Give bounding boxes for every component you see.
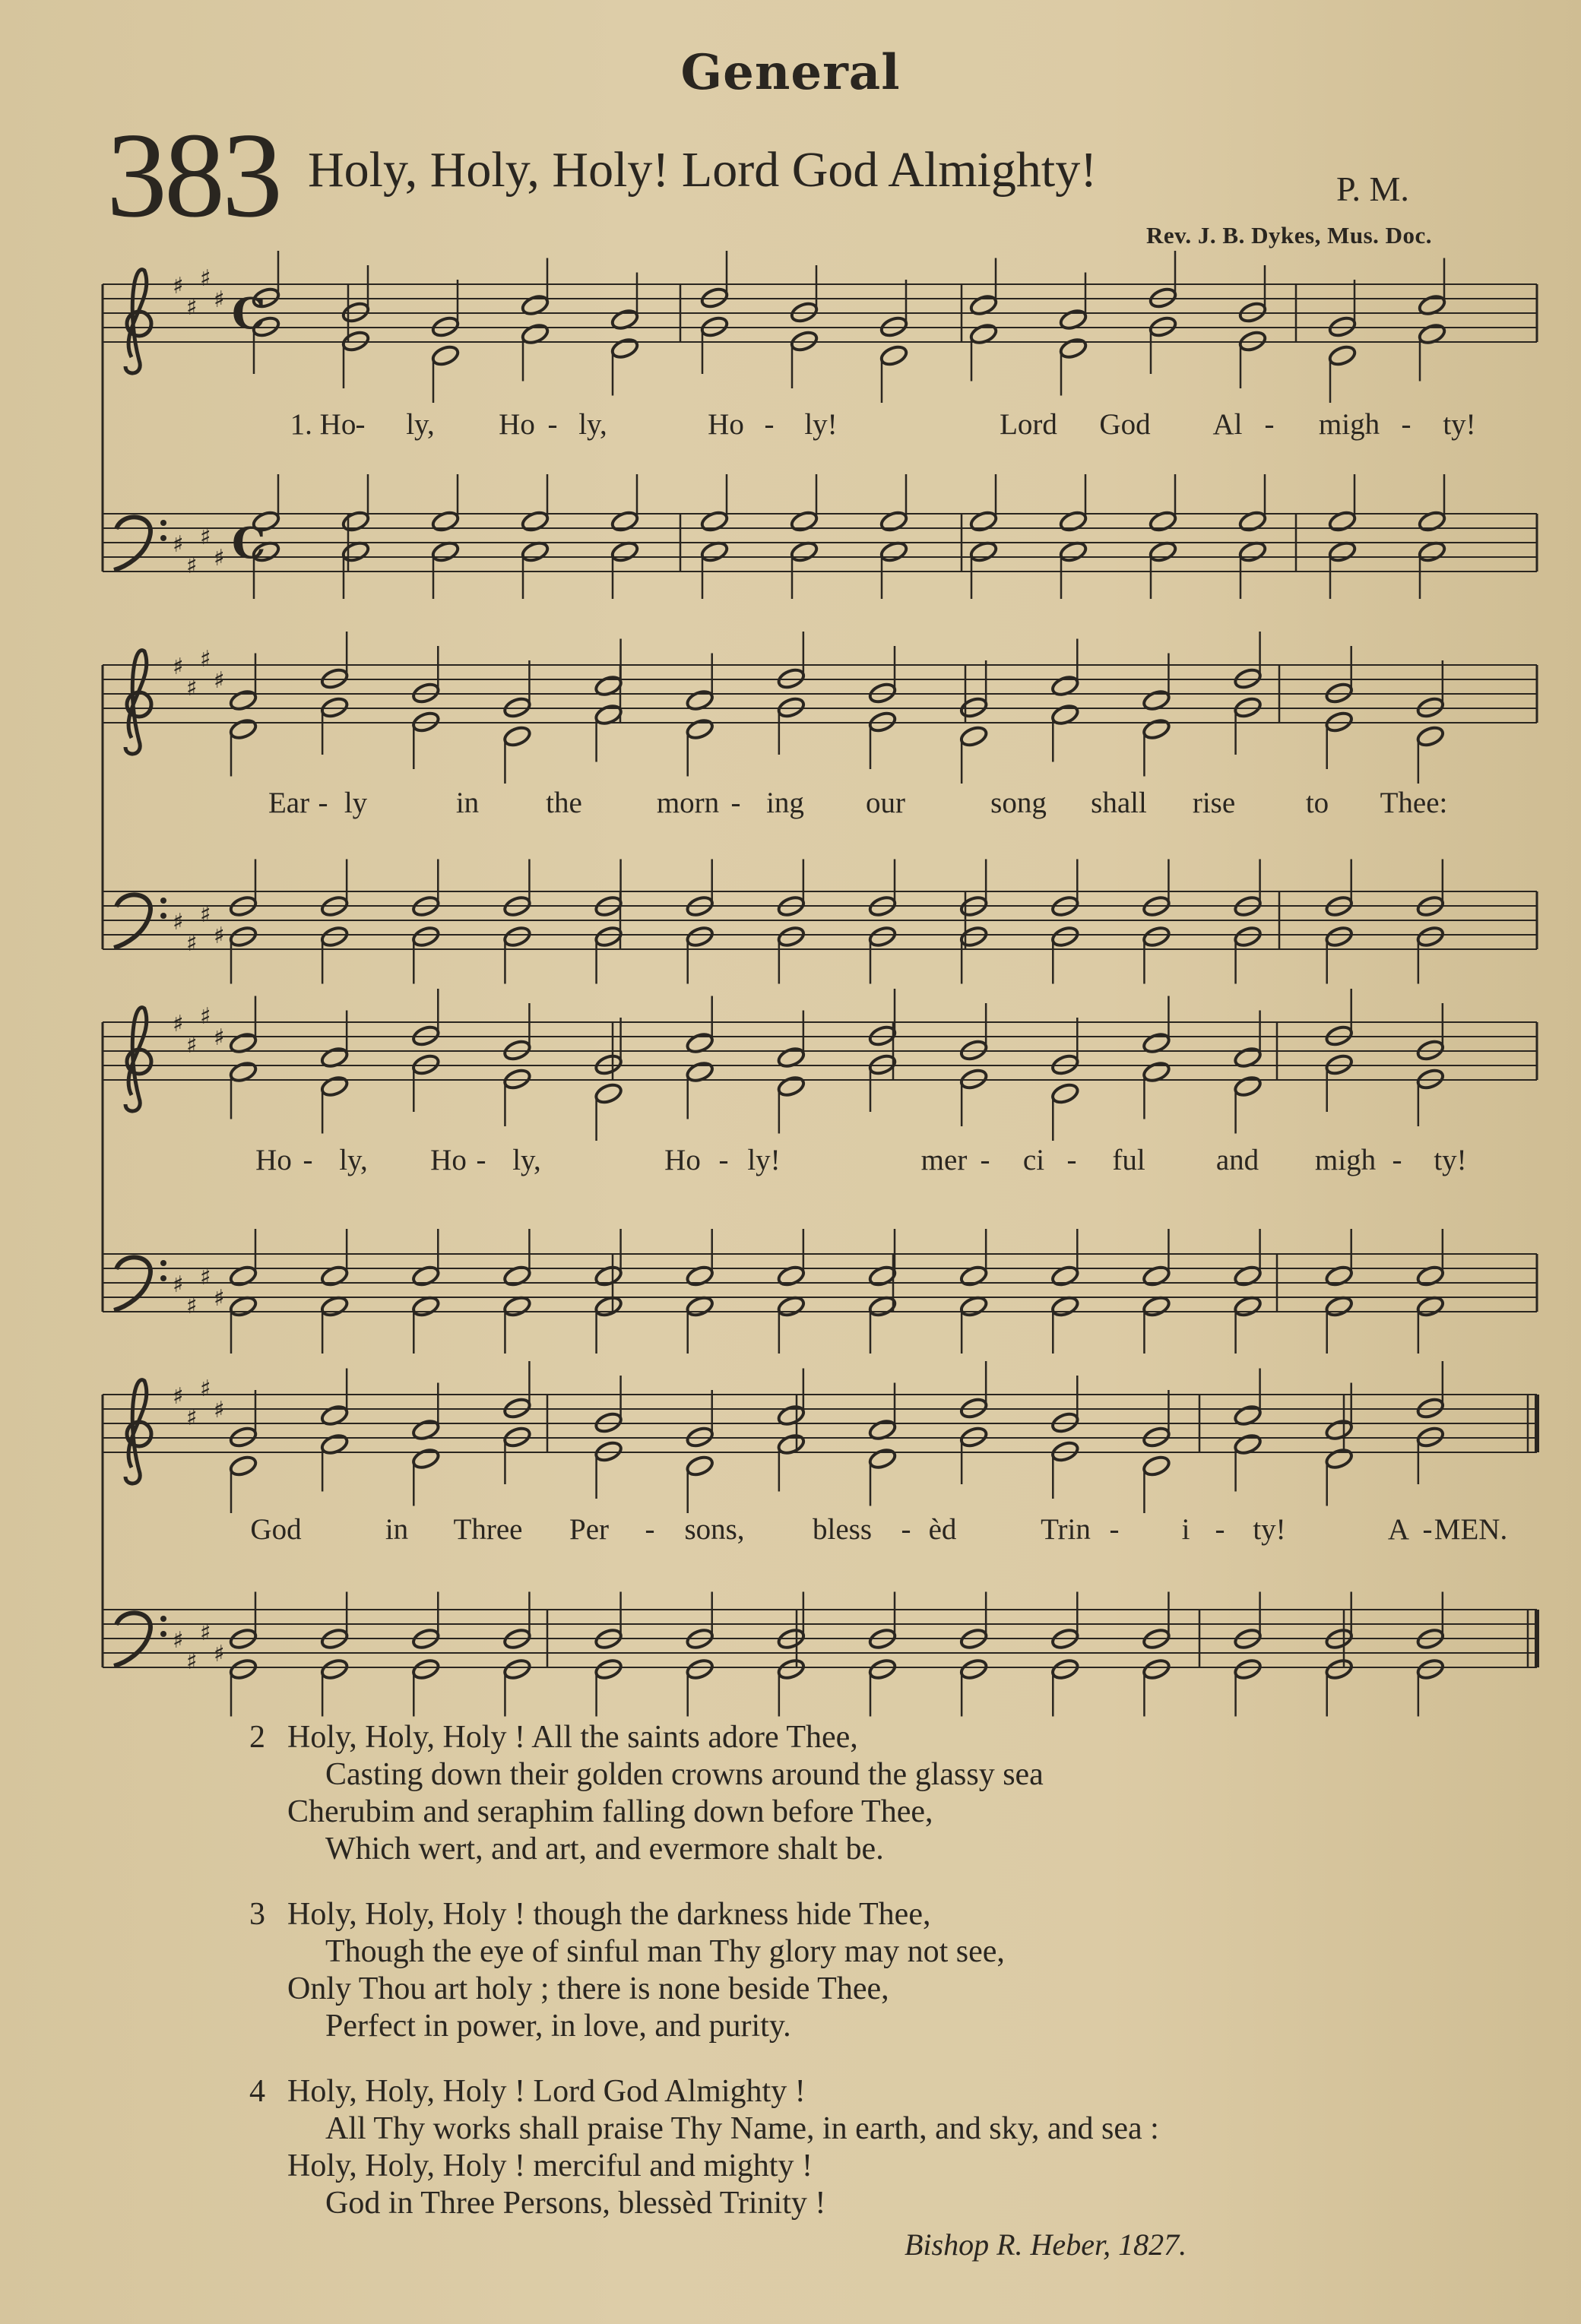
lyric-syllable: and — [1215, 1144, 1259, 1176]
verse-3 — [249, 1896, 1005, 2045]
sharp-sign-icon: ♯ — [173, 273, 184, 299]
bass-note-head — [776, 1658, 806, 1681]
lyric-hyphen: - — [318, 787, 328, 819]
treble-note-head — [1415, 724, 1445, 748]
treble-note-head — [1142, 717, 1171, 741]
bass-note-head — [320, 925, 350, 948]
lyric-hyphen: - — [1422, 1513, 1433, 1546]
section-heading: General — [680, 44, 901, 101]
lyric-syllable: God — [250, 1513, 302, 1546]
verse-line: God in Three Persons, blessèd Trinity ! — [325, 2186, 826, 2221]
bass-note-head — [1415, 925, 1445, 948]
lyric-syllable: ty! — [1443, 408, 1476, 441]
bass-note-head — [959, 1294, 989, 1318]
sharp-sign-icon: ♯ — [186, 1032, 198, 1059]
bass-clef-icon — [114, 894, 150, 948]
lyric-hyphen: - — [730, 787, 741, 819]
hymn-meter: P. M. — [1336, 169, 1409, 208]
author-credit: Bishop R. Heber, 1827. — [905, 2227, 1187, 2262]
lyric-line — [0, 407, 1581, 445]
sharp-sign-icon: ♯ — [173, 531, 184, 558]
sharp-sign-icon: ♯ — [214, 287, 225, 313]
sharp-sign-icon: ♯ — [200, 265, 211, 292]
lyric-hyphen: - — [1401, 408, 1411, 441]
lyric-syllable: mer — [920, 1144, 968, 1176]
treble-note-head — [685, 717, 714, 741]
verse-line: Holy, Holy, Holy ! All the saints adore Thee, — [287, 1720, 858, 1755]
lyric-hyphen: - — [1264, 408, 1275, 441]
lyric-syllable: Per — [569, 1513, 609, 1546]
treble-note-head — [1058, 337, 1088, 360]
sharp-sign-icon: ♯ — [173, 909, 184, 936]
sharp-sign-icon: ♯ — [186, 1404, 198, 1431]
treble-note-head — [610, 337, 639, 360]
treble-clef-curl — [127, 312, 151, 336]
lyric-syllable: ly! — [804, 408, 838, 441]
sharp-sign-icon: ♯ — [186, 553, 198, 579]
bass-note-head — [520, 540, 550, 563]
bass-note-head — [228, 1658, 258, 1681]
bass-note-head — [610, 540, 639, 563]
lyric-syllable: 1. Ho — [290, 408, 356, 441]
bass-note-head — [341, 540, 370, 563]
treble-note-head — [1142, 1454, 1171, 1477]
bass-note-head — [685, 1294, 714, 1318]
bass-clef-dot — [160, 1260, 166, 1266]
lyric-line — [0, 1512, 1581, 1550]
lyric-syllable: MEN. — [1434, 1513, 1508, 1546]
lyric-syllable: èd — [928, 1513, 957, 1546]
bass-note-head — [959, 1658, 989, 1681]
bass-note-head — [1233, 1658, 1263, 1681]
verse-line: Though the eye of sinful man Thy glory may not see, — [325, 1934, 1005, 1969]
treble-note-head — [502, 724, 532, 748]
lyric-syllable: ly, — [339, 1144, 368, 1176]
bass-note-head — [594, 1294, 623, 1318]
bass-clef-icon — [114, 1613, 150, 1666]
lyric-syllable: migh — [1314, 1144, 1377, 1176]
lyric-syllable: Thee: — [1380, 787, 1448, 819]
lyric-syllable: shall — [1091, 787, 1147, 819]
bass-clef-dot — [160, 1616, 166, 1622]
sharp-sign-icon: ♯ — [200, 646, 211, 673]
treble-clef-curl — [127, 692, 151, 717]
bass-note-head — [1415, 1294, 1445, 1318]
bass-clef-icon — [114, 1257, 150, 1310]
lyric-syllable: ci — [1022, 1144, 1045, 1176]
bass-clef-dot — [160, 913, 166, 919]
lyric-syllable: Lord — [1000, 408, 1057, 441]
bass-note-head — [1324, 925, 1354, 948]
bass-note-head — [776, 1294, 806, 1318]
lyric-syllable: Ho — [430, 1144, 467, 1176]
lyric-hyphen: - — [718, 1144, 729, 1176]
bass-note-head — [1324, 1294, 1354, 1318]
sharp-sign-icon: ♯ — [214, 545, 225, 572]
lyric-syllable: ful — [1112, 1144, 1145, 1176]
bass-note-head — [1415, 1658, 1445, 1681]
bass-note-head — [685, 1658, 714, 1681]
bass-clef-dot — [160, 898, 166, 904]
lyric-syllable: ly! — [747, 1144, 781, 1176]
bass-clef-dot — [160, 1631, 166, 1637]
lyric-hyphen: - — [303, 1144, 313, 1176]
bass-note-head — [1237, 540, 1267, 563]
lyric-hyphen: - — [476, 1144, 486, 1176]
verse-line: Holy, Holy, Holy ! Lord God Almighty ! — [287, 2074, 806, 2109]
hymn-number: 383 — [106, 107, 280, 242]
lyric-hyphen: - — [645, 1513, 655, 1546]
treble-note-head — [320, 1075, 350, 1098]
bass-note-head — [867, 925, 897, 948]
verse-number: 4 — [249, 2074, 265, 2109]
bass-note-head — [1233, 925, 1263, 948]
treble-note-head — [1327, 344, 1357, 367]
bass-note-head — [594, 1658, 623, 1681]
lyric-line — [0, 1143, 1581, 1181]
lyric-hyphen: - — [355, 408, 366, 441]
lyric-syllable: ty! — [1253, 1513, 1286, 1546]
lyric-syllable: Trin — [1041, 1513, 1091, 1546]
lyric-syllable: ty! — [1434, 1144, 1467, 1176]
sharp-sign-icon: ♯ — [186, 1648, 198, 1675]
sharp-sign-icon: ♯ — [173, 1383, 184, 1410]
lyric-syllable: Al — [1212, 408, 1243, 441]
lyric-syllable: i — [1181, 1513, 1190, 1546]
bass-note-head — [776, 925, 806, 948]
bass-note-head — [1233, 1294, 1263, 1318]
lyric-syllable: to — [1305, 787, 1329, 819]
bass-note-head — [685, 925, 714, 948]
lyric-syllable: ly, — [578, 408, 607, 441]
bass-note-head — [228, 925, 258, 948]
composer-credit: Rev. J. B. Dykes, Mus. Doc. — [1146, 222, 1433, 249]
bass-note-head — [1142, 1294, 1171, 1318]
treble-note-head — [594, 1081, 623, 1105]
lyric-syllable: Three — [453, 1513, 523, 1546]
sharp-sign-icon: ♯ — [214, 1641, 225, 1667]
bass-note-head — [1142, 1658, 1171, 1681]
sharp-sign-icon: ♯ — [186, 675, 198, 701]
bass-note-head — [1417, 540, 1446, 563]
bass-note-head — [411, 1294, 441, 1318]
verse-line: Cherubim and seraphim falling down before Thee, — [287, 1794, 933, 1829]
bass-note-head — [867, 1294, 897, 1318]
sharp-sign-icon: ♯ — [186, 930, 198, 957]
lyric-syllable: ing — [766, 787, 804, 819]
sharp-sign-icon: ♯ — [200, 1264, 211, 1290]
sharp-sign-icon: ♯ — [200, 901, 211, 928]
treble-note-head — [879, 344, 908, 367]
bass-note-head — [1142, 925, 1171, 948]
bass-note-head — [1058, 540, 1088, 563]
sharp-sign-icon: ♯ — [186, 1293, 198, 1319]
lyric-syllable: ly, — [406, 408, 435, 441]
verse-number: 2 — [249, 1720, 265, 1755]
lyric-syllable: morn — [656, 787, 720, 819]
treble-note-head — [430, 344, 460, 367]
bass-clef-dot — [160, 535, 166, 541]
sharp-sign-icon: ♯ — [173, 1011, 184, 1037]
bass-clef-icon — [114, 517, 150, 570]
treble-clef-curl — [127, 1050, 151, 1074]
treble-note-head — [1324, 1447, 1354, 1471]
lyric-hyphen: - — [764, 408, 775, 441]
bass-note-head — [1050, 1294, 1080, 1318]
lyric-syllable: ly — [344, 787, 368, 819]
treble-note-head — [959, 724, 989, 748]
lyric-hyphen: - — [1066, 1144, 1077, 1176]
bass-note-head — [594, 925, 623, 948]
sharp-sign-icon: ♯ — [214, 1024, 225, 1051]
sharp-sign-icon: ♯ — [173, 1271, 184, 1298]
sharp-sign-icon: ♯ — [214, 923, 225, 949]
treble-note-head — [867, 1447, 897, 1471]
sharp-sign-icon: ♯ — [214, 1397, 225, 1423]
bass-note-head — [1050, 1658, 1080, 1681]
sharp-sign-icon: ♯ — [173, 1627, 184, 1654]
lyric-hyphen: - — [547, 408, 558, 441]
lyric-syllable: migh — [1318, 408, 1380, 441]
bass-note-head — [968, 540, 998, 563]
bass-note-head — [411, 925, 441, 948]
lyric-syllable: sons, — [684, 1513, 745, 1546]
lyric-syllable: in — [385, 1513, 409, 1546]
treble-clef-curl — [127, 1422, 151, 1446]
lyric-syllable: A — [1387, 1513, 1410, 1546]
sharp-sign-icon: ♯ — [214, 667, 225, 694]
lyric-syllable: God — [1099, 408, 1151, 441]
lyric-line — [0, 786, 1581, 824]
treble-note-head — [411, 1447, 441, 1471]
bass-note-head — [320, 1294, 350, 1318]
common-time-icon: C — [232, 518, 266, 568]
verse-number: 3 — [249, 1897, 265, 1932]
verse-2 — [249, 1719, 1044, 1868]
lyric-syllable: Ear — [268, 787, 310, 819]
bass-note-head — [502, 1658, 532, 1681]
lyric-hyphen: - — [1392, 1144, 1402, 1176]
bass-note-head — [1050, 925, 1080, 948]
lyric-syllable: our — [866, 787, 905, 819]
hymn-title: Holy, Holy, Holy! Lord God Almighty! — [308, 142, 1098, 198]
bass-clef-dot — [160, 520, 166, 526]
treble-note-head — [228, 1454, 258, 1477]
verse-line: Perfect in power, in love, and purity. — [325, 2009, 791, 2044]
bass-note-head — [867, 1658, 897, 1681]
verse-line: Only Thou art holy ; there is none beside Thee, — [287, 1971, 889, 2006]
lyric-hyphen: - — [1109, 1513, 1120, 1546]
lyric-syllable: bless — [813, 1513, 872, 1546]
verse-line: Casting down their golden crowns around the glassy sea — [325, 1757, 1044, 1792]
verse-4 — [249, 2073, 1159, 2222]
bass-note-head — [502, 925, 532, 948]
treble-note-head — [1233, 1075, 1263, 1098]
bass-note-head — [1148, 540, 1177, 563]
bass-note-head — [959, 925, 989, 948]
bass-note-head — [502, 1294, 532, 1318]
bass-note-head — [228, 1294, 258, 1318]
treble-note-head — [228, 717, 258, 741]
bass-note-head — [879, 540, 908, 563]
sharp-sign-icon: ♯ — [200, 524, 211, 550]
verse-line: Holy, Holy, Holy ! merciful and mighty ! — [287, 2148, 813, 2183]
lyric-syllable: Ho — [499, 408, 535, 441]
lyric-syllable: the — [546, 787, 582, 819]
lyric-hyphen: - — [1215, 1513, 1225, 1546]
treble-note-head — [776, 1075, 806, 1098]
sharp-sign-icon: ♯ — [200, 1376, 211, 1402]
bass-note-head — [411, 1658, 441, 1681]
common-time-icon: C — [232, 289, 266, 339]
bass-note-head — [430, 540, 460, 563]
lyric-hyphen: - — [980, 1144, 990, 1176]
lyric-syllable: song — [990, 787, 1047, 819]
lyric-syllable: Ho — [664, 1144, 701, 1176]
sharp-sign-icon: ♯ — [214, 1285, 225, 1312]
sharp-sign-icon: ♯ — [200, 1620, 211, 1646]
verse-line: Which wert, and art, and evermore shalt be. — [325, 1832, 884, 1866]
bass-note-head — [320, 1658, 350, 1681]
sharp-sign-icon: ♯ — [200, 1003, 211, 1030]
verse-line: Holy, Holy, Holy ! though the darkness hide Thee, — [287, 1897, 931, 1932]
sharp-sign-icon: ♯ — [173, 654, 184, 680]
bass-note-head — [1327, 540, 1357, 563]
sharp-sign-icon: ♯ — [186, 294, 198, 321]
lyric-syllable: in — [455, 787, 480, 819]
verse-line: All Thy works shall praise Thy Name, in earth, and sky, and sea : — [325, 2111, 1159, 2146]
lyric-hyphen: - — [901, 1513, 911, 1546]
bass-note-head — [1324, 1658, 1354, 1681]
bass-note-head — [699, 540, 729, 563]
lyric-syllable: Ho — [708, 408, 744, 441]
lyric-syllable: rise — [1192, 787, 1236, 819]
bass-clef-dot — [160, 1275, 166, 1281]
lyric-syllable: Ho — [255, 1144, 292, 1176]
treble-note-head — [1050, 1081, 1080, 1105]
lyric-syllable: ly, — [512, 1144, 541, 1176]
bass-note-head — [789, 540, 819, 563]
treble-note-head — [685, 1454, 714, 1477]
